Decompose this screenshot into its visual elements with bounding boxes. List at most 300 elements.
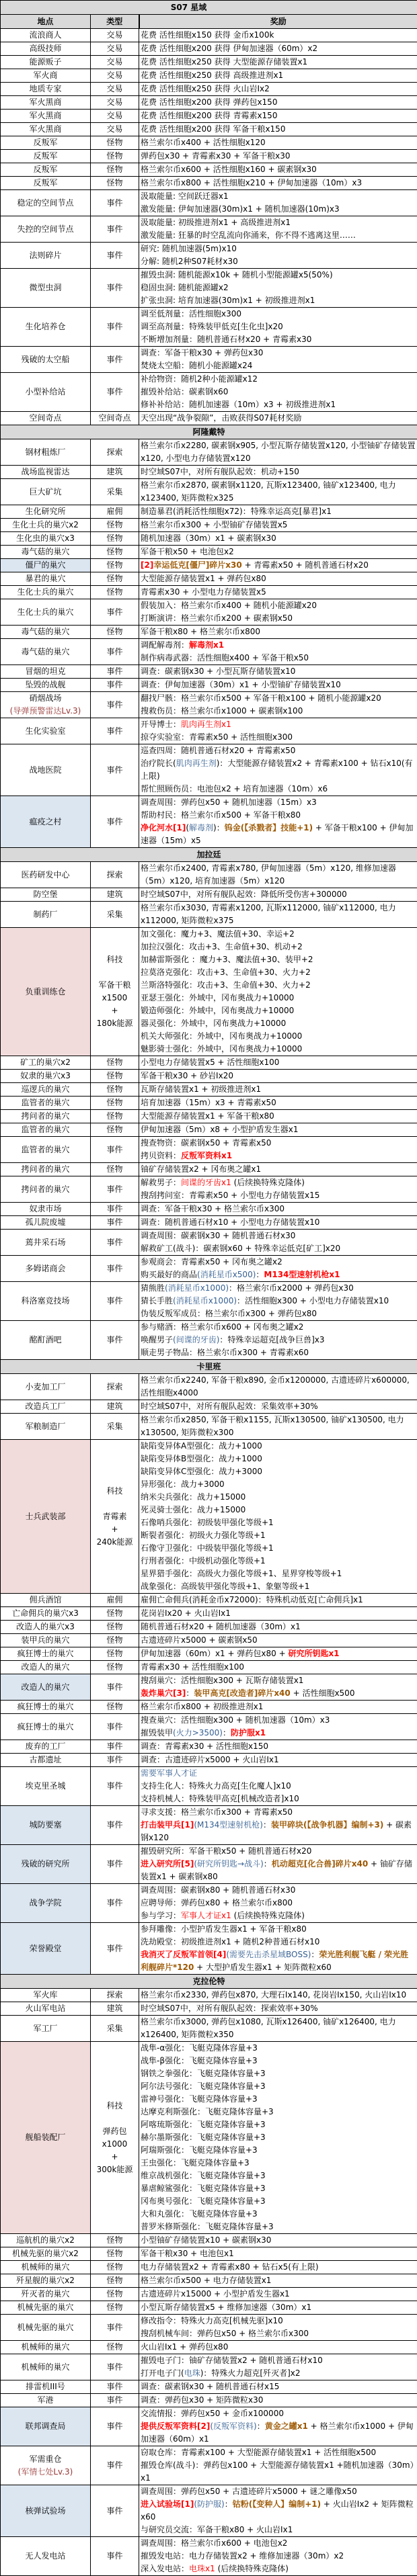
table-row bbox=[1, 2354, 417, 2380]
type-label: 交易 bbox=[92, 123, 137, 136]
reward-line bbox=[141, 2170, 416, 2182]
reward-text: 花费 活性细胞x150 获得 金币x100k bbox=[141, 30, 274, 40]
reward-text: (消耗星币x1000) bbox=[173, 1296, 237, 1305]
type-cell bbox=[91, 2315, 139, 2341]
reward-text: 打开电子门( bbox=[141, 2368, 184, 2378]
reward-text: (消耗星币x1000) bbox=[165, 1283, 229, 1293]
location-cell bbox=[1, 888, 91, 902]
location-name: 生化士兵的巢穴 bbox=[2, 606, 89, 619]
reward-cell bbox=[139, 1414, 417, 1440]
table-row bbox=[1, 1056, 417, 1070]
table-row bbox=[1, 1754, 417, 1767]
reward-cell bbox=[139, 796, 417, 848]
location-cell bbox=[1, 2261, 91, 2274]
reward-text: (后续换特殊克隆体) bbox=[215, 2564, 289, 2573]
reward-cell bbox=[139, 1634, 417, 1647]
reward-line bbox=[141, 862, 416, 888]
reward-text: 达摩克利斯强化：飞艇克隆体容量+3 bbox=[141, 2107, 274, 2116]
reward-cell bbox=[139, 1607, 417, 1621]
reward-cell bbox=[139, 1701, 417, 1714]
type-cell bbox=[91, 373, 139, 412]
table-row bbox=[1, 2002, 417, 2016]
type-cell bbox=[91, 1123, 139, 1137]
section-header-row bbox=[1, 425, 417, 439]
type-cell bbox=[91, 412, 139, 425]
reward-text: 调查周围：碳素钢x80 + 随机普通石材x30 bbox=[141, 1885, 295, 1895]
reward-line bbox=[141, 1478, 416, 1491]
reward-text: 肌肉再生剂x1 bbox=[181, 720, 231, 729]
reward-text: ：特殊幸运超克[战争巨兽]x3 bbox=[219, 1335, 324, 1344]
reward-text: 参与赌酒：格兰索尔币x600 + 冈布奥之罐x2 bbox=[141, 1322, 303, 1332]
reward-line bbox=[141, 203, 416, 216]
reward-cell bbox=[139, 928, 417, 1056]
reward-line bbox=[141, 1163, 416, 1176]
reward-line bbox=[141, 2016, 416, 2041]
reward-text: 翻找尸骸：格兰索尔币x500 + 军备干粮x100 + 随机小能源罐x20 bbox=[141, 693, 381, 703]
type-cell bbox=[91, 2042, 139, 2234]
table-row bbox=[1, 1137, 417, 1163]
reward-cell bbox=[139, 902, 417, 928]
reward-text: 加文强化：魔力+3、魔法值+30、幸运+2 bbox=[141, 929, 295, 939]
reward-line bbox=[141, 2234, 416, 2247]
type-cell bbox=[91, 1440, 139, 1594]
type-label: 交易 bbox=[92, 29, 137, 42]
location-name: 残破的太空船 bbox=[2, 353, 89, 366]
reward-text: 猜长手胜 bbox=[141, 1296, 173, 1305]
type-label: 事件 bbox=[92, 1144, 137, 1156]
location-name: 生化士兵的巢穴x2 bbox=[2, 519, 89, 531]
reward-text: 治疗院长( bbox=[141, 759, 176, 768]
reward-cell bbox=[139, 2301, 417, 2315]
table-row bbox=[1, 1321, 417, 1360]
reward-text: (防护服) bbox=[194, 2499, 224, 2509]
reward-line bbox=[141, 626, 416, 638]
type-label: 采集 bbox=[92, 908, 137, 921]
reward-text: 青霉素x30 + 小型电力存储装置x5 bbox=[141, 587, 266, 597]
reward-text: 小型瓦斯存储装置x5 + 维修加速器（30m）x1 bbox=[141, 2303, 311, 2312]
reward-line bbox=[141, 439, 416, 465]
reward-line bbox=[141, 2327, 416, 2340]
location-name: 拷问者的巢穴 bbox=[2, 1110, 89, 1123]
column-header-type: 类型 bbox=[91, 15, 139, 29]
reward-cell bbox=[139, 2485, 417, 2537]
reward-cell bbox=[139, 599, 417, 626]
location-name: 奴隶的巢穴x3 bbox=[2, 1070, 89, 1082]
reward-cell bbox=[139, 1440, 417, 1594]
location-name: 巡逻兵的巢穴 bbox=[2, 1083, 89, 1096]
reward-line bbox=[141, 1754, 416, 1766]
reward-text: 摧毁电子门：铀矿存储装置x2 + 随机普通石材x10 bbox=[141, 2356, 323, 2365]
type-label: 怪物 bbox=[92, 1110, 137, 1123]
type-label: 事件 bbox=[92, 2550, 137, 2563]
reward-text: 电力存储装置x2 + 青霉素x80 + 钻石x5(有上限) bbox=[141, 2262, 319, 2272]
reward-cell bbox=[139, 1374, 417, 1400]
type-cell bbox=[91, 347, 139, 373]
reward-line bbox=[141, 2208, 416, 2221]
location-cell bbox=[1, 347, 91, 373]
type-label: 怪物 bbox=[92, 1123, 137, 1136]
reward-text: 大和丸强化：飞艇克隆体容量+3 bbox=[141, 2209, 258, 2219]
reward-text: 调查：古遗迹碎片x5000 + 火山岩Ⅰx1 bbox=[141, 1755, 279, 1764]
reward-text: 格兰索尔币x600 + 活性细胞x160 + 碳素钢x30 bbox=[141, 165, 317, 174]
location-name: 战地医院 bbox=[2, 764, 89, 777]
reward-text: 兰斯洛特强化：攻击+3、生命值+30、火力+2 bbox=[141, 980, 311, 990]
reward-line bbox=[141, 902, 416, 927]
type-label: 事件 bbox=[92, 606, 137, 619]
type-cell bbox=[91, 269, 139, 308]
reward-line bbox=[141, 1216, 416, 1229]
table-row bbox=[1, 2234, 417, 2247]
reward-line bbox=[141, 1137, 416, 1150]
type-cell bbox=[91, 150, 139, 163]
reward-text: 格兰索尔币x800 + 活性细胞x210 + 伊甸加速器（10m）x3 bbox=[141, 178, 362, 187]
location-cell bbox=[1, 1374, 91, 1400]
location-name: 军港 bbox=[2, 2394, 89, 2407]
reward-cell bbox=[139, 1714, 417, 1740]
location-cell bbox=[1, 1056, 91, 1070]
reward-line bbox=[141, 1056, 416, 1069]
table-row bbox=[1, 1701, 417, 1714]
type-label: 事件 bbox=[92, 223, 137, 236]
reward-line bbox=[141, 1714, 416, 1727]
reward-text: 黄金之罐x1 bbox=[265, 2421, 308, 2431]
reward-text: ： bbox=[257, 2421, 265, 2431]
type-label: 采集 bbox=[92, 2022, 137, 2035]
reward-line bbox=[141, 1400, 416, 1413]
table-row bbox=[1, 679, 417, 692]
location-name: 改造人的巢穴 bbox=[2, 1681, 89, 1694]
reward-line bbox=[141, 1740, 416, 1753]
table-row bbox=[1, 744, 417, 796]
type-label: 事件 bbox=[92, 816, 137, 828]
type-label: 事件 bbox=[92, 1334, 137, 1346]
location-name: 生化虫的巢穴x3 bbox=[2, 532, 89, 545]
type-cell bbox=[91, 1740, 139, 1754]
reward-cell bbox=[139, 1256, 417, 1282]
reward-line bbox=[141, 1097, 416, 1109]
section-header-row bbox=[1, 848, 417, 862]
location-cell bbox=[1, 466, 91, 479]
reward-text: 格兰索尔币x2280, 碳素钢x905, 小型瓦斯存储装置x120, 小型铀矿存储装置x120, 小型电力存储装置x120 bbox=[141, 441, 416, 463]
type-cost: 军备干粮 bbox=[92, 979, 137, 992]
reward-line bbox=[141, 1516, 416, 1529]
reward-line bbox=[141, 1123, 416, 1136]
reward-line bbox=[141, 1414, 416, 1439]
table-row bbox=[1, 29, 417, 42]
reward-text: 调查周围：弹药包x50 + 古遗迹碎片x5000 + 谜之雕像x50 bbox=[141, 2487, 357, 2496]
type-cell bbox=[91, 110, 139, 123]
type-cell bbox=[91, 42, 139, 56]
type-label: 事件 bbox=[92, 1858, 137, 1871]
reward-line bbox=[141, 505, 416, 518]
reward-text: 搜刮拷问室：青霉素x50 + 小型电力存储装置x15 bbox=[141, 1191, 319, 1200]
reward-text: 死灵骑士强化：战力+15000 bbox=[141, 1505, 245, 1514]
type-cell bbox=[91, 626, 139, 639]
table-row bbox=[1, 639, 417, 665]
reward-cell bbox=[139, 1989, 417, 2002]
reward-cell bbox=[139, 83, 417, 96]
type-cell bbox=[91, 1701, 139, 1714]
reward-line bbox=[141, 1465, 416, 1478]
reward-text: 格兰索尔币x3030, 青霉素x1200, 瓦斯x112000, 铀矿x112000, 电力x112000, 矩阵微粒x375 bbox=[141, 903, 396, 925]
type-label: 采集 bbox=[92, 486, 137, 499]
location-cell bbox=[1, 42, 91, 56]
reward-line bbox=[141, 2042, 416, 2055]
reward-cell bbox=[139, 2407, 417, 2446]
reward-cell bbox=[139, 1321, 417, 1360]
table-row bbox=[1, 546, 417, 559]
reward-text: 格兰索尔币x500 + 电力存储装置x1 bbox=[141, 2276, 271, 2285]
reward-text: (间谍的牙齿) bbox=[173, 1335, 219, 1344]
reward-line bbox=[141, 269, 416, 282]
type-label: 探索 bbox=[92, 1381, 137, 1393]
reward-text: (后续换特殊克隆体) bbox=[231, 1178, 305, 1187]
location-name: 矿工的巢穴x2 bbox=[2, 1056, 89, 1069]
reward-line bbox=[141, 2341, 416, 2354]
location-cell bbox=[1, 1097, 91, 1110]
table-row bbox=[1, 1414, 417, 1440]
reward-text: 异形强化：战力+3000 bbox=[141, 1479, 225, 1489]
location-cell bbox=[1, 2234, 91, 2247]
reward-cell bbox=[139, 269, 417, 308]
type-cell bbox=[91, 96, 139, 110]
location-name: 生化研究所 bbox=[2, 505, 89, 518]
type-label: 怪物 bbox=[92, 1607, 137, 1620]
location-cell bbox=[1, 1754, 91, 1767]
type-label: 交易 bbox=[92, 110, 137, 122]
reward-text: 调查：军备干粮x30 + 弹药包x30 bbox=[141, 348, 263, 357]
reward-text: 摧毁补给站：碳素钢x60 bbox=[141, 387, 228, 396]
reward-text: 打击装甲兵[1] bbox=[141, 1820, 194, 1830]
location-name: 军火商 bbox=[2, 69, 89, 82]
reward-text: 缺陷变异体A型强化：战力+1000 bbox=[141, 1441, 262, 1451]
location-cell bbox=[1, 150, 91, 163]
type-cost: x1500 bbox=[92, 992, 137, 1004]
reward-text: 暴虐鲸鲨强化：飞艇克隆体容量+3 bbox=[141, 2184, 266, 2193]
table-row bbox=[1, 862, 417, 888]
reward-text: 战隼-α强化：飞艇克隆体容量+3 bbox=[141, 2043, 258, 2053]
location-name: 疯狂博士的巢穴 bbox=[2, 1721, 89, 1733]
reward-line bbox=[141, 255, 416, 268]
reward-text: 稳固虫洞: 随机能源罐x2 bbox=[141, 283, 229, 292]
reward-text: 调查：随机普通石材x10 + 小型电力存储装置x10 bbox=[141, 1217, 319, 1227]
reward-cell bbox=[139, 2341, 417, 2354]
reward-cell bbox=[139, 1163, 417, 1176]
table-row bbox=[1, 1647, 417, 1661]
reward-line bbox=[141, 559, 416, 572]
table-row bbox=[1, 599, 417, 626]
reward-line bbox=[141, 479, 416, 505]
type-label: 事件 bbox=[92, 646, 137, 658]
location-name: 军粮制造厂 bbox=[2, 1420, 89, 1433]
reward-line bbox=[141, 2563, 416, 2575]
location-name: 疯狂博士的巢穴 bbox=[2, 1701, 89, 1713]
reward-line bbox=[141, 1440, 416, 1453]
reward-line bbox=[141, 519, 416, 531]
location-cell bbox=[1, 1176, 91, 1203]
reward-cell bbox=[139, 532, 417, 546]
table-row bbox=[1, 42, 417, 56]
reward-line bbox=[141, 42, 416, 55]
location-cell bbox=[1, 69, 91, 83]
reward-text: 花费 活性细胞x200 获得 伊甸加速器（60m）x2 bbox=[141, 44, 317, 53]
table-row bbox=[1, 1621, 417, 1634]
type-label: 建筑 bbox=[92, 2002, 137, 2015]
table-row bbox=[1, 665, 417, 679]
table-row bbox=[1, 1110, 417, 1123]
location-name: 瘟疫之村 bbox=[2, 816, 89, 828]
table-row bbox=[1, 1203, 417, 1216]
type-label: 怪物 bbox=[92, 1083, 137, 1096]
location-cell bbox=[1, 2341, 91, 2354]
reward-text: 器灵强化：外域中，冈布奥战力+10000 bbox=[141, 1019, 286, 1028]
reward-text: + 火山岩Ⅰx2 + 矩阵微粒x60 bbox=[141, 2499, 414, 2522]
type-cell bbox=[91, 466, 139, 479]
reward-text: 钴粉(【变种人】编制+1) bbox=[233, 2499, 321, 2509]
type-cell bbox=[91, 1203, 139, 1216]
location-cell bbox=[1, 123, 91, 136]
reward-cell bbox=[139, 2380, 417, 2394]
reward-cell bbox=[139, 373, 417, 412]
type-label: 事件 bbox=[92, 699, 137, 712]
reward-line bbox=[141, 1307, 416, 1320]
reward-line bbox=[141, 1242, 416, 1255]
location-name: 巨大矿坑 bbox=[2, 486, 89, 499]
reward-line bbox=[141, 1030, 416, 1043]
table-row bbox=[1, 902, 417, 928]
type-label: 怪物 bbox=[92, 2288, 137, 2301]
reward-line bbox=[141, 1269, 416, 1281]
location-cell bbox=[1, 519, 91, 532]
reward-line bbox=[141, 96, 416, 109]
type-label: 怪物 bbox=[92, 532, 137, 545]
location-cell bbox=[1, 110, 91, 123]
location-name: 医药研发中心 bbox=[2, 869, 89, 882]
reward-cell bbox=[139, 1923, 417, 1975]
section-header-row bbox=[1, 1975, 417, 1989]
type-cell bbox=[91, 1754, 139, 1767]
location-cell bbox=[1, 1414, 91, 1440]
type-label: 事件 bbox=[92, 1183, 137, 1196]
location-cell bbox=[1, 1216, 91, 1230]
type-cell bbox=[91, 163, 139, 177]
location-cell bbox=[1, 1070, 91, 1083]
reward-text: 调查周围：碳素钢x30 + 随机普通石材x30 bbox=[141, 1231, 295, 1240]
reward-text: 随机普通石材x20 + 随机加速器（30m）x1 bbox=[141, 1622, 301, 1631]
location-name: 疯狂博士的巢穴 bbox=[2, 1647, 89, 1660]
type-label: 建筑 bbox=[92, 1400, 137, 1413]
table-row bbox=[1, 373, 417, 412]
reward-line bbox=[141, 123, 416, 136]
reward-cell bbox=[139, 559, 417, 572]
reward-cell bbox=[139, 412, 417, 425]
type-cell bbox=[91, 1163, 139, 1176]
reward-line bbox=[141, 110, 416, 122]
location-cell bbox=[1, 56, 91, 69]
reward-cell bbox=[139, 1767, 417, 1806]
reward-line bbox=[141, 1176, 416, 1189]
reward-text: 装甲碎块(【战争机器】编制+3) bbox=[271, 1820, 383, 1830]
location-name: 军工厂 bbox=[2, 2022, 89, 2035]
section-title: 克拉伦特 bbox=[1, 1975, 417, 1989]
type-cell bbox=[91, 1216, 139, 1230]
reward-text: + 青霉素x50 + 随机普通石材x20 bbox=[242, 560, 369, 570]
location-name: 多姆诺商会 bbox=[2, 1262, 89, 1275]
reward-line bbox=[141, 2446, 416, 2459]
type-cell bbox=[91, 1674, 139, 1701]
reward-line bbox=[141, 809, 416, 822]
reward-line bbox=[141, 1701, 416, 1713]
reward-line bbox=[141, 373, 416, 386]
table-row bbox=[1, 718, 417, 744]
reward-line bbox=[141, 1936, 416, 1948]
type-cell bbox=[91, 1321, 139, 1360]
location-cell bbox=[1, 599, 91, 626]
type-label: 探索 bbox=[92, 446, 137, 459]
reward-line bbox=[141, 1529, 416, 1542]
table-row bbox=[1, 1083, 417, 1097]
reward-cell bbox=[139, 479, 417, 505]
reward-text: 调查周围：弹药包x50 + 随机加速器（15m）x3 bbox=[141, 798, 317, 807]
reward-line bbox=[141, 1083, 416, 1096]
location-cell bbox=[1, 744, 91, 796]
reward-cell bbox=[139, 216, 417, 243]
location-name: 战场监视雷达 bbox=[2, 466, 89, 478]
reward-cell bbox=[139, 1845, 417, 1884]
type-label: 交易 bbox=[92, 69, 137, 82]
type-label: 事件 bbox=[92, 282, 137, 294]
reward-text: 伊甸加速器（5m）x8 + 小型护盾发生器x1 bbox=[141, 1125, 298, 1134]
table-row bbox=[1, 1230, 417, 1256]
type-spacer bbox=[92, 2112, 137, 2125]
reward-line bbox=[141, 2301, 416, 2314]
location-name: 军火库 bbox=[2, 1989, 89, 2002]
reward-cell bbox=[139, 2354, 417, 2380]
type-label: 怪物 bbox=[92, 1163, 137, 1176]
reward-text: + 铀矿存储装置x1 + 碳素钢x80 bbox=[141, 1859, 412, 1881]
location-name: 坠毁的战舰 bbox=[2, 679, 89, 691]
reward-text: 激发能量: 狂暴的时空乱流向你涌来，你不得不逃离这里…… bbox=[141, 230, 356, 240]
reward-text: 雷神号强化：飞艇克隆体容量+3 bbox=[141, 2094, 258, 2104]
reward-text: 净化河水[1] bbox=[141, 823, 186, 832]
location-cell bbox=[1, 1607, 91, 1621]
type-cell bbox=[91, 2288, 139, 2301]
location-cell bbox=[1, 692, 91, 718]
reward-line bbox=[141, 599, 416, 612]
location-cell bbox=[1, 2315, 91, 2341]
location-name: 军火黑商 bbox=[2, 110, 89, 122]
type-cost: 弹药包 bbox=[92, 2125, 137, 2138]
reward-text: 电珠x1 bbox=[189, 2564, 215, 2573]
reward-line bbox=[141, 2315, 416, 2327]
reward-line bbox=[141, 190, 416, 203]
table-row bbox=[1, 479, 417, 505]
type-cell bbox=[91, 123, 139, 136]
reward-text: (消耗星币x500) bbox=[197, 1270, 256, 1279]
reward-line bbox=[141, 1334, 416, 1346]
type-label: 交易 bbox=[92, 56, 137, 69]
location-name: 改造人的巢穴x3 bbox=[2, 1621, 89, 1633]
reward-text: 调查：碳素钢x30 + 小型瓦斯存储装置x10 bbox=[141, 667, 295, 676]
table-row bbox=[1, 1661, 417, 1674]
reward-text: 支持生化人：特殊火力高克[生化魔人]x10 bbox=[141, 1781, 291, 1791]
reward-line bbox=[141, 2288, 416, 2301]
column-header-reward: 奖励 bbox=[139, 15, 417, 29]
location-name: 机械先驱的巢穴 bbox=[2, 2321, 89, 2334]
table-row bbox=[1, 466, 417, 479]
type-label: 交易 bbox=[92, 83, 137, 95]
reward-cell bbox=[139, 1754, 417, 1767]
